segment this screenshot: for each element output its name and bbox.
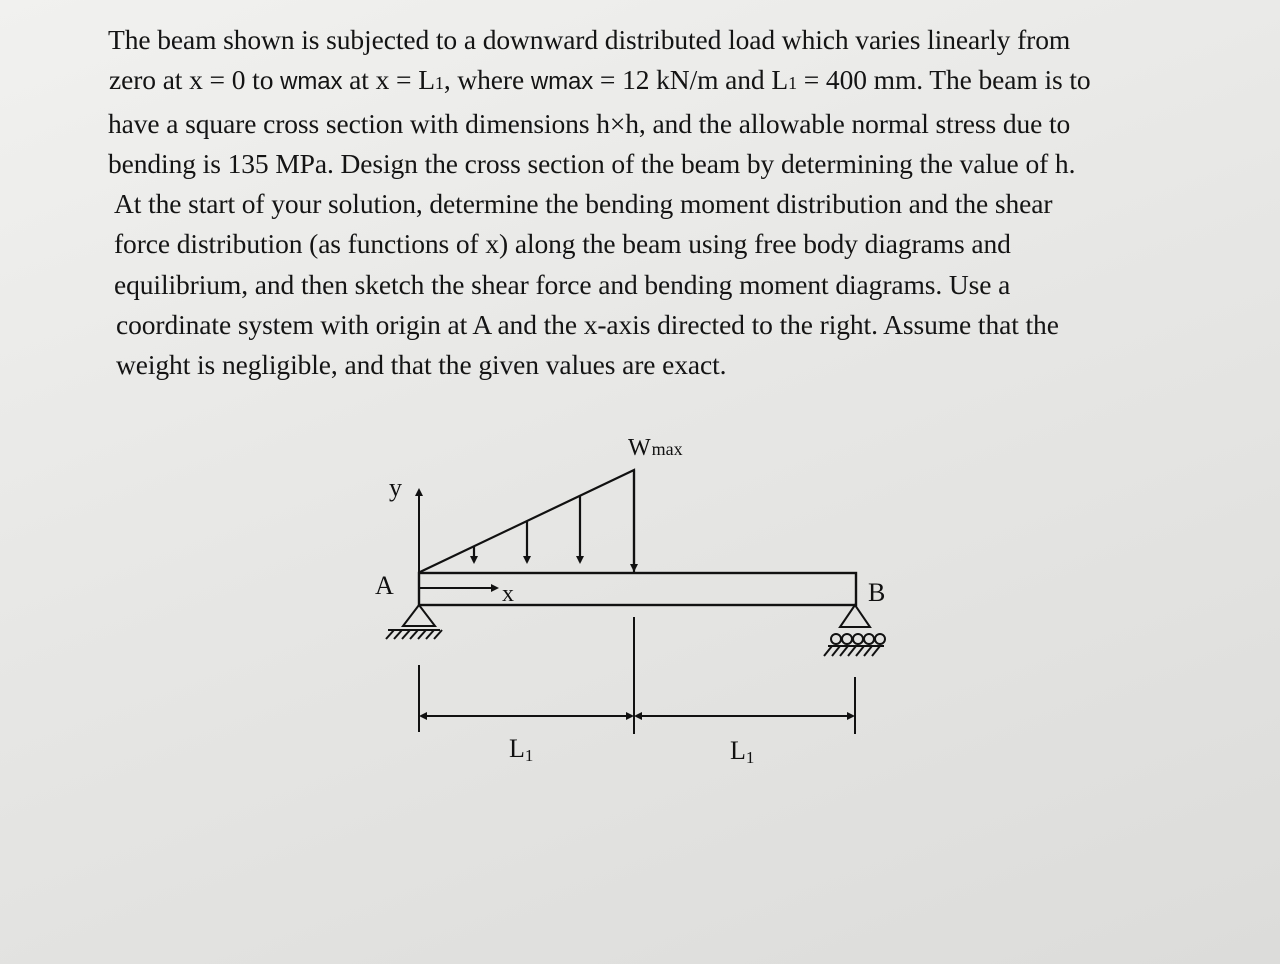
- span-1-sub: 1: [524, 746, 534, 765]
- w-symbol-2: w: [530, 68, 549, 96]
- roller-support-b: [824, 605, 885, 656]
- wmax-sub: max: [651, 439, 683, 459]
- problem-line-7: equilibrium, and then sketch the shear force and bending moment diagrams. Use a: [114, 268, 1011, 300]
- l1-subscript: 1: [434, 73, 444, 94]
- line2-part-e: = 400 mm. The beam is to: [796, 64, 1091, 96]
- y-axis-label: y: [389, 473, 402, 502]
- wmax-letter: W: [628, 435, 651, 461]
- w-subscript: max: [297, 68, 343, 96]
- pin-triangle: [403, 605, 435, 626]
- span-1-label: [509, 734, 533, 765]
- roller-triangle: [840, 605, 870, 627]
- span-2-label: [730, 736, 754, 767]
- support-b-label: B: [868, 578, 886, 607]
- w-subscript-2: max: [548, 68, 594, 96]
- distributed-load: [420, 470, 634, 572]
- problem-line-9: weight is negligible, and that the given values are exact.: [116, 349, 727, 381]
- problem-line-6: force distribution (as functions of x) along the beam using free body diagrams and: [114, 228, 1011, 260]
- wmax-label: [628, 435, 683, 461]
- l1-subscript-2: 1: [788, 73, 797, 94]
- problem-line-5: At the start of your solution, determine the bending moment distribution and the shear: [114, 188, 1053, 220]
- span-2-letter: L: [730, 736, 746, 765]
- line2-part-d: = 12 kN/m and L: [593, 64, 789, 96]
- support-a-label: A: [375, 571, 394, 600]
- line2-part-c: , where: [443, 64, 531, 96]
- line2-part-a: zero at x = 0 to: [109, 64, 281, 96]
- line2-part-b: at x = L: [342, 64, 435, 96]
- dimension-lines: [419, 617, 855, 734]
- pin-support-a: [386, 605, 442, 639]
- x-axis-label: x: [502, 581, 514, 607]
- problem-line-3: have a square cross section with dimensions h×h, and the allowable normal stress due to: [108, 107, 1071, 139]
- problem-line-1: The beam shown is subjected to a downward distributed load which varies linearly from: [108, 24, 1071, 55]
- problem-line-4: bending is 135 MPa. Design the cross section of the beam by determining the value of h.: [108, 147, 1076, 179]
- span-1-letter: L: [509, 734, 525, 763]
- problem-line-8: coordinate system with origin at A and the x-axis directed to the right. Assume that the: [116, 309, 1059, 341]
- w-symbol: w: [280, 68, 298, 96]
- span-2-sub: 1: [745, 748, 755, 767]
